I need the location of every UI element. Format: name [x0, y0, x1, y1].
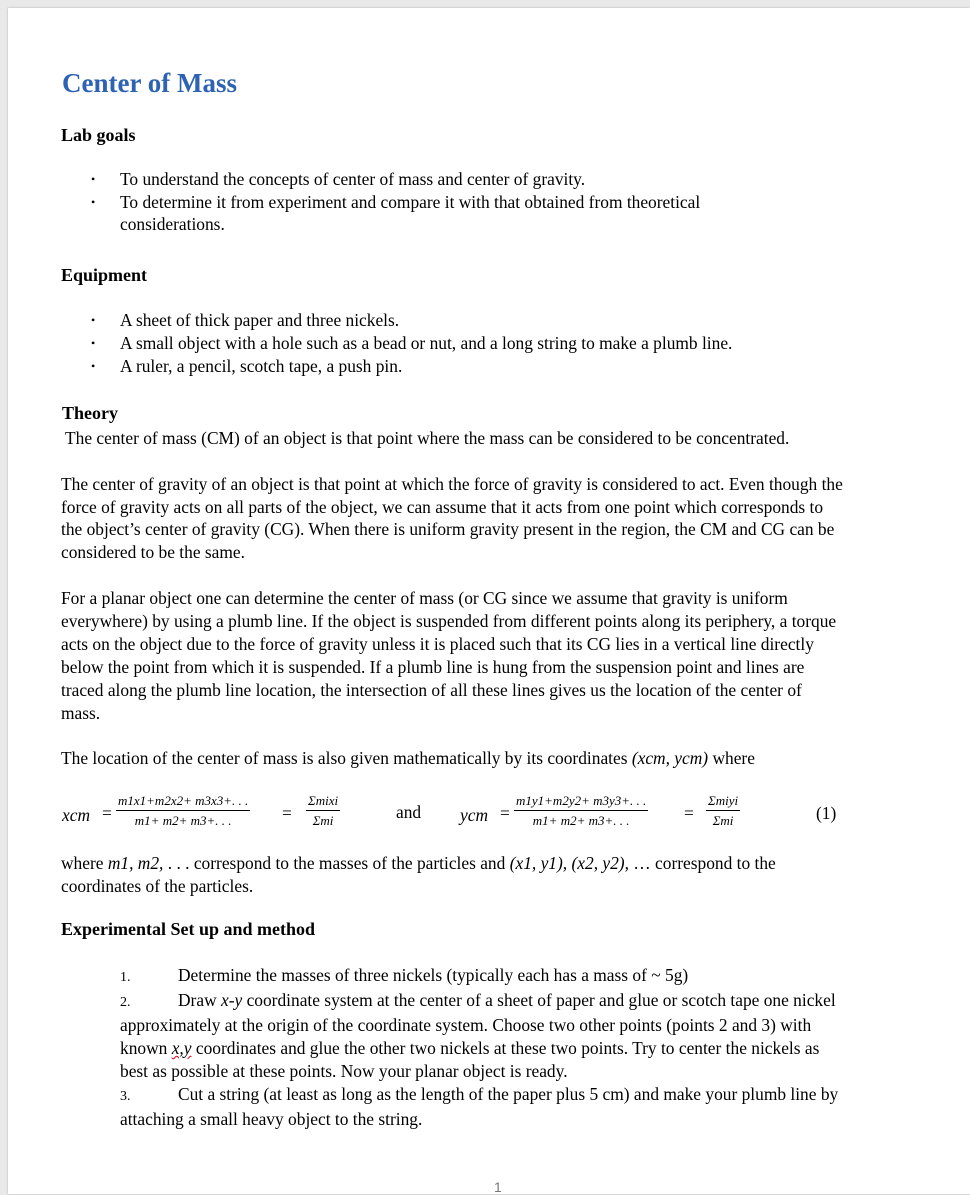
theory-paragraph-1: The center of mass (CM) of an object is that point where the mass can be considered to be concentrated. [65, 428, 790, 448]
and-word: and [396, 802, 422, 822]
lab-goals-list [91, 168, 920, 235]
xcm-symbol: xcm [62, 805, 90, 825]
lab-goals-heading: Lab goals [61, 125, 136, 145]
page-title: Center of Mass [62, 68, 237, 98]
equation-number: (1) [816, 803, 837, 823]
equipment-list [91, 309, 940, 378]
step-2: 2. Draw x-y coordinate system at the center of a sheet of paper and glue or scotch tape one nickel approximately at the origin of the coordinate system. Choose two other points (points 2 and 3) with known x,y coordinates and glue the other two nickels at these two points. Try to center the nickels as best as possible at these points. Now your planar object is ready. [120, 990, 836, 1081]
page-number: 1 [494, 1179, 502, 1195]
experimental-steps [120, 964, 940, 1131]
ycm-symbol: ycm [460, 805, 488, 825]
list-item: • A ruler, a pencil, scotch tape, a push pin. [91, 356, 403, 376]
list-item: • A small object with a hole such as a bead or nut, and a long string to make a plumb line. [91, 333, 733, 353]
center-of-mass-equation: xcm = $\frac{m1x1+m2x2+ m3x3+. . .}{m1+ m2+ m3+. . .}$ = Σmixi Σmi and ycm = $\frac{m1y1+m2y2+ m3y3+. . .}{m1+ m2+ m3+. . .}$ = Σmiyi Σmi (1) [62, 793, 837, 828]
cm-coordinates: (xcm, ycm) [631, 748, 709, 768]
list-item: • To determine it from experiment and compare it with that obtained from theoretical considerations. [91, 192, 701, 234]
ycm-sum-fraction: Σmiyi Σmi [708, 793, 739, 828]
xcm-sum-fraction: Σmixi Σmi [308, 793, 339, 828]
list-item: • A sheet of thick paper and three nickels. [91, 310, 400, 330]
theory-paragraph-2: The center of gravity of an object is that point at which the force of gravity is considered to act. Even though the force of gravity acts on all parts of the object, we can assume that it acts from one point which corresponds to the object’s center of gravity (CG). When there is uniform gravity present in the region, the CM and CG can be considered to be the same. [61, 474, 843, 562]
step-1: 1. Determine the masses of three nickels (typically each has a mass of ~ 5g) [120, 965, 689, 985]
document-page [8, 8, 970, 1194]
experimental-heading: Experimental Set up and method [61, 919, 316, 939]
list-item: • To understand the concepts of center of mass and center of gravity. [91, 169, 586, 189]
equation-explanation: where m1, m2, . . . correspond to the masses of the particles and (x1, y1), (x2, y2), … correspond to the coordinates of the particles. [61, 853, 776, 896]
theory-heading: Theory [62, 403, 118, 423]
ycm-fraction: $\frac{m1y1+m2y2+ m3y3+. . .}{m1+ m2+ m3+. . .}$ [516, 793, 647, 828]
step-3: 3. Cut a string (at least as long as the length of the paper plus 5 cm) and make your plumb line by attaching a small heavy object to the string. [120, 1084, 839, 1129]
equipment-heading: Equipment [61, 265, 148, 285]
theory-paragraph-3: For a planar object one can determine the center of mass (or CG since we assume that gravity is uniform everywhere) by using a plumb line. If the object is suspended from different points along its periphery, a torque acts on the object due to the force of gravity unless it is placed such that its CG lies in a vertical line directly below the point from which it is suspended. If a plumb line is hung from the suspension point and lines are traced along the plumb line location, the intersection of all these lines gives us the location of the center of mass. [61, 588, 837, 723]
xcm-fraction: $\frac{m1x1+m2x2+ m3x3+. . .}{m1+ m2+ m3+. . .}$ [118, 793, 249, 828]
theory-paragraph-4: The location of the center of mass is also given mathematically by its coordinates (xcm, ycm) where [61, 748, 755, 768]
